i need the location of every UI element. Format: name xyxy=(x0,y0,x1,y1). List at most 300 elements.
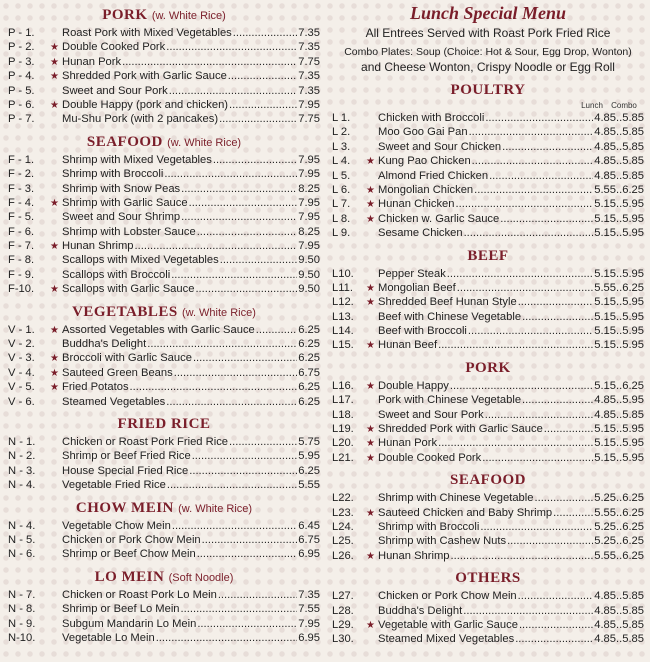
leader-dots xyxy=(456,197,594,211)
item-price: 7.95 xyxy=(298,240,320,253)
item-price: 8.25 xyxy=(298,182,320,195)
combo-price: 5.95 xyxy=(622,437,644,450)
item-name: Vegetable Chow Mein xyxy=(62,519,171,532)
combo-price: 5.95 xyxy=(622,394,644,407)
item-name: Buddha's Delight xyxy=(62,338,147,351)
item-code: F - 2. xyxy=(8,168,35,181)
combo-price: 5.85 xyxy=(622,408,644,421)
item-name: Scallops with Mixed Vegetables xyxy=(62,254,219,267)
menu-item xyxy=(8,435,320,449)
section-title-poultry: POULTRY xyxy=(450,82,526,98)
section-title-lo-mein: LO MEIN (Soft Noodle) xyxy=(94,568,234,585)
item-code: N - 5. xyxy=(8,533,36,546)
menu-item xyxy=(332,169,644,183)
item-name: Chicken w. Garlic Sauce xyxy=(378,212,500,225)
leader-dots xyxy=(172,519,297,533)
spicy-star-icon: ★ xyxy=(50,71,59,83)
item-code: N - 3. xyxy=(8,464,36,477)
leader-dots xyxy=(464,226,594,240)
section-poultry xyxy=(332,111,644,241)
price-separator: .. xyxy=(616,492,623,505)
item-name: Sweet and Sour Shrimp xyxy=(62,211,181,224)
combo-note-2: and Cheese Wonton, Crispy Noodle or Egg Roll xyxy=(361,60,615,74)
left-column xyxy=(8,0,320,645)
leader-dots xyxy=(447,267,593,281)
lunch-column-heading: Lunch xyxy=(581,101,603,110)
item-code: P - 5. xyxy=(8,84,35,97)
item-price: 7.95 xyxy=(298,98,320,111)
menu-item xyxy=(8,167,320,181)
combo-price: 6.25 xyxy=(622,535,644,548)
menu-item xyxy=(8,182,320,196)
leader-dots xyxy=(485,111,593,125)
lunch-price: 5.15 xyxy=(594,437,616,450)
item-code: P - 3. xyxy=(8,55,35,68)
item-code: L12. xyxy=(332,296,354,309)
item-name: Sweet and Sour Pork xyxy=(378,408,484,421)
leader-dots xyxy=(469,125,594,139)
menu-item xyxy=(8,253,320,267)
menu-item xyxy=(8,602,320,616)
spicy-star-icon: ★ xyxy=(50,56,59,68)
menu-item xyxy=(332,324,644,338)
item-name: Hunan Beef xyxy=(378,339,438,352)
item-code: L14. xyxy=(332,325,354,338)
item-price: 6.25 xyxy=(298,323,320,336)
item-price: 7.75 xyxy=(298,113,320,126)
item-code: L 4. xyxy=(332,155,351,168)
spicy-star-icon: ★ xyxy=(366,297,375,309)
item-name: Double Happy xyxy=(378,379,449,392)
leader-dots xyxy=(489,169,593,183)
item-code: L15. xyxy=(332,339,354,352)
leader-dots xyxy=(220,253,298,267)
price-separator: .. xyxy=(616,520,623,533)
item-price: 7.35 xyxy=(298,84,320,97)
menu-item xyxy=(332,589,644,603)
section-title-fried-rice: FRIED RICE xyxy=(117,415,211,432)
item-code: L 3. xyxy=(332,140,351,153)
spicy-star-icon: ★ xyxy=(366,282,375,294)
item-code: V - 6. xyxy=(8,395,35,408)
leader-dots xyxy=(193,351,297,365)
leader-dots xyxy=(518,589,594,603)
lunch-price: 4.85 xyxy=(594,590,616,603)
item-code: F - 7. xyxy=(8,240,35,253)
price-separator: .. xyxy=(616,112,623,124)
item-name: Shrimp with Snow Peas xyxy=(62,182,181,195)
item-price: 7.95 xyxy=(298,196,320,209)
spicy-star-icon: ★ xyxy=(50,284,59,296)
item-code: F - 3. xyxy=(8,182,35,195)
item-name: Shredded Beef Hunan Style xyxy=(378,296,517,309)
spicy-star-icon: ★ xyxy=(50,367,59,379)
item-name: Pork with Chinese Vegetable xyxy=(378,394,522,407)
spicy-star-icon: ★ xyxy=(366,438,375,450)
menu-item xyxy=(8,225,320,239)
item-name: Hunan Pork xyxy=(378,437,438,450)
item-code: L25. xyxy=(332,535,354,548)
item-code: V - 2. xyxy=(8,338,35,351)
price-separator: .. xyxy=(616,633,623,646)
price-separator: .. xyxy=(616,169,623,182)
menu-item xyxy=(332,604,644,618)
item-code: L 1. xyxy=(332,112,351,124)
section-lo-mein xyxy=(8,588,320,646)
section-fried-rice xyxy=(8,435,320,493)
price-separator: .. xyxy=(616,549,623,562)
menu-item xyxy=(332,491,644,505)
lunch-price: 5.15 xyxy=(594,212,616,225)
leader-dots xyxy=(480,520,593,534)
item-price: 7.75 xyxy=(298,55,320,68)
menu-item xyxy=(332,393,644,407)
spicy-star-icon: ★ xyxy=(366,213,375,225)
menu-item xyxy=(332,125,644,139)
section-others xyxy=(332,589,644,647)
item-name: Beef with Chinese Vegetable xyxy=(378,310,522,323)
combo-price: 5.85 xyxy=(622,140,644,153)
spicy-star-icon: ★ xyxy=(366,424,375,436)
entrees-note: All Entrees Served with Roast Pork Fried Rice xyxy=(365,26,611,40)
section-title-lunch-pork: PORK xyxy=(465,359,511,376)
item-code: L28. xyxy=(332,604,354,617)
item-name: Hunan Pork xyxy=(62,55,122,68)
item-code: N - 7. xyxy=(8,588,36,601)
menu-item xyxy=(8,210,320,224)
item-price: 6.45 xyxy=(298,519,320,532)
price-separator: .. xyxy=(616,437,623,450)
item-name: Vegetable with Garlic Sauce xyxy=(378,618,518,631)
leader-dots xyxy=(156,631,298,645)
leader-dots xyxy=(229,98,297,112)
item-name: Assorted Vegetables with Garlic Sauce xyxy=(62,323,255,336)
leader-dots xyxy=(197,225,298,239)
menu-item xyxy=(8,69,320,83)
leader-dots xyxy=(166,395,297,409)
spicy-star-icon: ★ xyxy=(366,340,375,352)
item-price: 7.35 xyxy=(298,70,320,83)
price-separator: .. xyxy=(616,198,623,211)
price-separator: .. xyxy=(616,451,623,464)
spicy-star-icon: ★ xyxy=(50,241,59,253)
item-name: Sauteed Green Beans xyxy=(62,366,173,379)
item-code: F - 4. xyxy=(8,196,35,209)
price-separator: .. xyxy=(616,604,623,617)
menu-item xyxy=(332,451,644,465)
lunch-price: 5.55 xyxy=(594,183,616,196)
item-name: Buddha's Delight xyxy=(378,604,463,617)
combo-price: 5.95 xyxy=(622,267,644,280)
item-code: N - 6. xyxy=(8,548,36,561)
menu-item xyxy=(332,520,644,534)
menu-item xyxy=(332,267,644,281)
item-code: V - 5. xyxy=(8,381,35,394)
price-separator: .. xyxy=(616,183,623,196)
item-name: Kung Pao Chicken xyxy=(378,155,471,168)
item-price: 6.25 xyxy=(298,395,320,408)
spicy-star-icon: ★ xyxy=(366,184,375,196)
section-title-vegetables: VEGETABLES (w. White Rice) xyxy=(72,303,256,320)
menu-item xyxy=(8,196,320,210)
item-code: L13. xyxy=(332,310,354,323)
item-price: 7.95 xyxy=(298,153,320,166)
item-code: N - 4. xyxy=(8,479,36,492)
lunch-price: 4.85 xyxy=(594,394,616,407)
spicy-star-icon: ★ xyxy=(50,99,59,111)
price-separator: .. xyxy=(616,126,623,139)
menu-item xyxy=(332,295,644,309)
section-lunch-seafood xyxy=(332,491,644,563)
price-separator: .. xyxy=(616,140,623,153)
item-code: L10. xyxy=(332,267,354,280)
leader-dots xyxy=(451,549,594,563)
lunch-price: 5.15 xyxy=(594,227,616,240)
leader-dots xyxy=(189,464,297,478)
menu-item xyxy=(8,268,320,282)
spicy-star-icon: ★ xyxy=(366,156,375,168)
item-code: F - 9. xyxy=(8,268,35,281)
combo-note-1: Combo Plates: Soup (Choice: Hot & Sour, Egg Drop, Wonton) xyxy=(344,46,632,58)
menu-item xyxy=(332,379,644,393)
menu-item xyxy=(332,506,644,520)
item-name: Hunan Shrimp xyxy=(62,240,134,253)
price-separator: .. xyxy=(616,281,623,294)
section-title-seafood: SEAFOOD (w. White Rice) xyxy=(86,133,242,150)
combo-price: 5.85 xyxy=(622,112,644,124)
menu-item xyxy=(8,98,320,112)
item-code: F - 5. xyxy=(8,211,35,224)
item-name: House Special Fried Rice xyxy=(62,464,189,477)
leader-dots xyxy=(181,182,297,196)
lunch-price: 4.85 xyxy=(594,112,616,124)
leader-dots xyxy=(522,393,593,407)
item-name: Beef with Broccoli xyxy=(378,325,467,338)
leader-dots xyxy=(228,69,297,83)
leader-dots xyxy=(174,366,298,380)
item-price: 5.75 xyxy=(298,435,320,448)
item-name: Shrimp with Mixed Vegetables xyxy=(62,153,212,166)
leader-dots xyxy=(256,323,297,337)
lunch-price: 4.85 xyxy=(594,618,616,631)
spicy-star-icon: ★ xyxy=(50,42,59,54)
section-pork xyxy=(8,26,320,127)
menu-item xyxy=(332,212,644,226)
spicy-star-icon: ★ xyxy=(50,197,59,209)
item-price: 7.35 xyxy=(298,27,320,39)
item-code: N - 1. xyxy=(8,435,36,448)
item-name: Chicken or Pork Chow Mein xyxy=(378,590,517,603)
menu-item xyxy=(332,549,644,563)
item-name: Double Cooked Pork xyxy=(62,41,166,54)
item-name: Subgum Mandarin Lo Mein xyxy=(62,617,197,630)
item-name: Chicken with Broccoli xyxy=(378,112,485,124)
combo-price: 5.85 xyxy=(622,604,644,617)
lunch-price: 4.85 xyxy=(594,155,616,168)
item-code: L29. xyxy=(332,618,354,631)
item-name: Vegetable Fried Rice xyxy=(62,479,166,492)
leader-dots xyxy=(135,239,298,253)
item-code: L27. xyxy=(332,590,354,603)
price-separator: .. xyxy=(616,394,623,407)
leader-dots xyxy=(482,451,593,465)
leader-dots xyxy=(472,154,594,168)
leader-dots xyxy=(171,268,297,282)
item-code: P - 7. xyxy=(8,113,35,126)
item-price: 7.55 xyxy=(298,603,320,616)
leader-dots xyxy=(130,380,298,394)
menu-item xyxy=(8,26,320,40)
item-name: Mongolian Chicken xyxy=(378,183,474,196)
item-name: Scallops with Broccoli xyxy=(62,268,171,281)
lunch-price: 5.15 xyxy=(594,423,616,436)
item-name: Shredded Pork with Garlic Sauce xyxy=(378,423,543,436)
section-beef xyxy=(332,267,644,353)
item-code: F-10. xyxy=(8,283,35,296)
item-code: N - 2. xyxy=(8,450,36,463)
leader-dots xyxy=(122,55,297,69)
menu-item xyxy=(332,436,644,450)
leader-dots xyxy=(519,618,593,632)
spicy-star-icon: ★ xyxy=(366,199,375,211)
item-name: Shrimp with Cashew Nuts xyxy=(378,535,507,548)
price-separator: .. xyxy=(616,535,623,548)
item-name: Shrimp with Lobster Sauce xyxy=(62,225,196,238)
lunch-price: 5.55 xyxy=(594,506,616,519)
item-name: Shrimp or Beef Lo Mein xyxy=(62,603,180,616)
item-code: L16. xyxy=(332,379,354,392)
lunch-price: 4.85 xyxy=(594,169,616,182)
item-code: V - 1. xyxy=(8,323,35,336)
section-title-chow-mein: CHOW MEIN (w. White Rice) xyxy=(75,499,253,516)
leader-dots xyxy=(502,140,593,154)
item-price: 6.95 xyxy=(298,548,320,561)
leader-dots xyxy=(500,212,593,226)
leader-dots xyxy=(192,449,298,463)
item-name: Sweet and Sour Pork xyxy=(62,84,168,97)
item-name: Double Cooked Pork xyxy=(378,451,482,464)
item-price: 6.25 xyxy=(298,352,320,365)
menu-item xyxy=(8,40,320,54)
lunch-price: 5.55 xyxy=(594,549,616,562)
item-code: L18. xyxy=(332,408,354,421)
menu-item xyxy=(332,310,644,324)
item-code: L24. xyxy=(332,520,354,533)
price-separator: .. xyxy=(616,227,623,240)
leader-dots xyxy=(553,506,593,520)
combo-price: 5.95 xyxy=(622,310,644,323)
combo-price: 6.25 xyxy=(622,506,644,519)
price-separator: .. xyxy=(616,339,623,352)
combo-price: 5.85 xyxy=(622,155,644,168)
lunch-price: 5.15 xyxy=(594,325,616,338)
item-name: Moo Goo Gai Pan xyxy=(378,126,468,139)
menu-item xyxy=(8,351,320,365)
item-name: Shrimp with Garlic Sauce xyxy=(62,196,188,209)
combo-price: 5.95 xyxy=(622,325,644,338)
leader-dots xyxy=(147,337,297,351)
price-separator: .. xyxy=(616,155,623,168)
menu-item xyxy=(8,478,320,492)
item-code: P - 4. xyxy=(8,70,35,83)
combo-price: 5.95 xyxy=(622,339,644,352)
price-separator: .. xyxy=(616,325,623,338)
combo-price: 6.25 xyxy=(622,281,644,294)
item-price: 6.25 xyxy=(298,464,320,477)
leader-dots xyxy=(233,26,297,40)
item-code: P - 1. xyxy=(8,27,35,39)
item-price: 7.95 xyxy=(298,168,320,181)
right-column xyxy=(332,0,644,647)
item-code: L30. xyxy=(332,633,354,646)
leader-dots xyxy=(515,632,593,646)
lunch-price: 5.25 xyxy=(594,520,616,533)
item-price: 5.55 xyxy=(298,479,320,492)
menu-item xyxy=(332,422,644,436)
leader-dots xyxy=(485,408,594,422)
lunch-price: 5.55 xyxy=(594,281,616,294)
menu-item xyxy=(332,534,644,548)
item-price: 7.95 xyxy=(298,617,320,630)
item-name: Sesame Chicken xyxy=(378,227,463,240)
item-price: 7.35 xyxy=(298,41,320,54)
item-name: Shrimp with Broccoli xyxy=(62,168,164,181)
section-title-lunch-seafood: SEAFOOD xyxy=(449,472,526,489)
price-separator: .. xyxy=(616,618,623,631)
combo-price: 6.25 xyxy=(622,379,644,392)
lunch-price: 5.25 xyxy=(594,492,616,505)
menu-item xyxy=(8,588,320,602)
price-separator: .. xyxy=(616,590,623,603)
combo-price: 5.85 xyxy=(622,590,644,603)
leader-dots xyxy=(438,338,593,352)
lunch-price: 4.85 xyxy=(594,604,616,617)
menu-item xyxy=(8,366,320,380)
leader-dots xyxy=(189,196,298,210)
combo-price: 5.95 xyxy=(622,212,644,225)
item-code: L11. xyxy=(332,281,353,294)
item-price: 7.35 xyxy=(298,588,320,601)
combo-price: 6.25 xyxy=(622,183,644,196)
item-name: Shrimp with Broccoli xyxy=(378,520,480,533)
section-lunch-pork xyxy=(332,379,644,465)
item-name: Fried Potatos xyxy=(62,381,129,394)
combo-price: 5.85 xyxy=(622,126,644,139)
menu-item xyxy=(8,337,320,351)
section-chow-mein xyxy=(8,519,320,562)
item-price: 6.25 xyxy=(298,381,320,394)
item-name: Shrimp or Beef Chow Mein xyxy=(62,548,196,561)
combo-price: 5.85 xyxy=(622,633,644,646)
menu-item xyxy=(332,281,644,295)
price-separator: .. xyxy=(616,267,623,280)
section-title-beef: BEEF xyxy=(467,247,509,264)
menu-item xyxy=(8,153,320,167)
lunch-price: 5.15 xyxy=(594,310,616,323)
item-code: N - 8. xyxy=(8,603,36,616)
item-code: N-10. xyxy=(8,631,36,644)
item-name: Hunan Shrimp xyxy=(378,549,450,562)
lunch-price: 5.15 xyxy=(594,339,616,352)
leader-dots xyxy=(534,491,593,505)
leader-dots xyxy=(450,379,593,393)
item-name: Chicken or Roast Pork Lo Mein xyxy=(62,588,217,601)
leader-dots xyxy=(195,282,297,296)
lunch-price: 4.85 xyxy=(594,408,616,421)
leader-dots xyxy=(167,478,297,492)
item-code: L21. xyxy=(332,451,354,464)
price-separator: .. xyxy=(616,310,623,323)
